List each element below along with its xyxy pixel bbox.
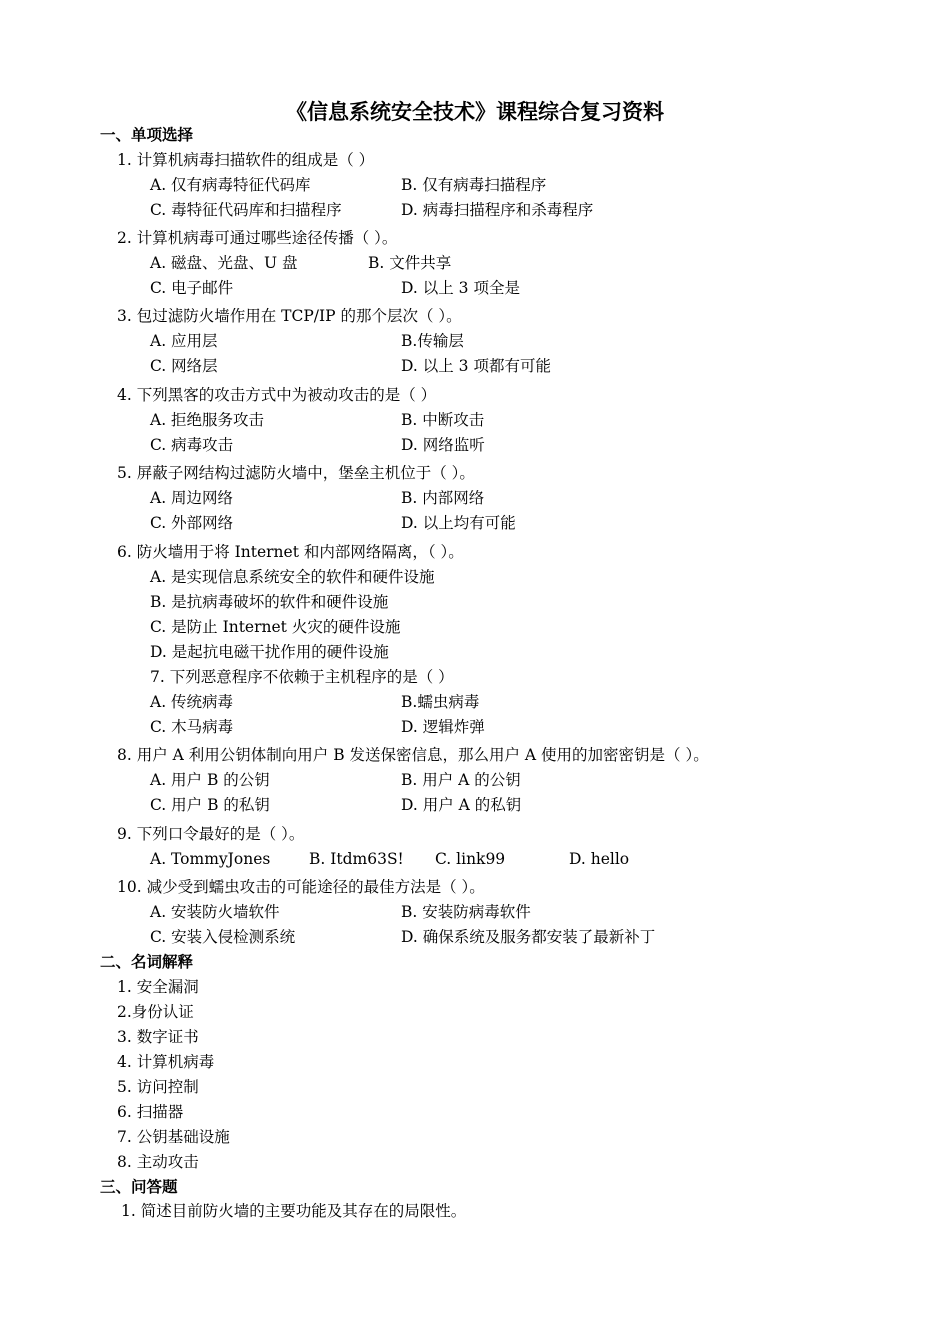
term-item: 1. 安全漏洞 xyxy=(117,978,199,996)
question-2-stem: 2. 计算机病毒可通过哪些途径传播（ ）。 xyxy=(117,229,398,247)
term-item: 6. 扫描器 xyxy=(117,1103,184,1121)
section-heading-short-answer: 三、问答题 xyxy=(100,1177,178,1196)
question-6-option-c: C. 是防止 Internet 火灾的硬件设施 xyxy=(150,618,401,636)
question-6-option-b: B. 是抗病毒破坏的软件和硬件设施 xyxy=(150,593,389,611)
question-10-option-b: B. 安装防病毒软件 xyxy=(401,903,531,921)
question-1-option-c: C. 毒特征代码库和扫描程序 xyxy=(150,201,342,219)
question-5-stem: 5. 屏蔽子网结构过滤防火墙中，堡垒主机位于（ ）。 xyxy=(117,464,475,482)
question-10-stem: 10. 减少受到蠕虫攻击的可能途径的最佳方法是（ ）。 xyxy=(117,878,485,896)
question-3-option-b: B.传输层 xyxy=(401,332,464,350)
term-item: 5. 访问控制 xyxy=(117,1078,199,1096)
question-5-option-d: D. 以上均有可能 xyxy=(401,514,516,532)
question-8-option-a: A. 用户 B 的公钥 xyxy=(150,771,270,789)
question-8-option-b: B. 用户 A 的公钥 xyxy=(401,771,521,789)
question-3-option-d: D. 以上 3 项都有可能 xyxy=(401,357,551,375)
question-4-stem: 4. 下列黑客的攻击方式中为被动攻击的是（ ） xyxy=(117,386,437,404)
question-3-option-a: A. 应用层 xyxy=(150,332,218,350)
question-4-option-a: A. 拒绝服务攻击 xyxy=(150,411,265,429)
question-5-option-a: A. 周边网络 xyxy=(150,489,234,507)
question-3-stem: 3. 包过滤防火墙作用在 TCP/IP 的那个层次（ ）。 xyxy=(117,307,462,325)
question-9-option-b: B. Itdm63S! xyxy=(309,850,404,868)
term-item: 4. 计算机病毒 xyxy=(117,1053,215,1071)
term-item: 2.身份认证 xyxy=(117,1003,194,1021)
question-1-option-d: D. 病毒扫描程序和杀毒程序 xyxy=(401,201,594,219)
question-4-option-d: D. 网络监听 xyxy=(401,436,485,454)
question-8-stem: 8. 用户 A 利用公钥体制向用户 B 发送保密信息，那么用户 A 使用的加密密钥是（ ）。 xyxy=(117,746,709,764)
question-7-option-d: D. 逻辑炸弹 xyxy=(401,718,485,736)
question-6-option-a: A. 是实现信息系统安全的软件和硬件设施 xyxy=(150,568,435,586)
question-2-option-c: C. 电子邮件 xyxy=(150,279,234,297)
question-7-option-c: C. 木马病毒 xyxy=(150,718,234,736)
question-7-option-b: B.蠕虫病毒 xyxy=(401,693,480,711)
question-4-option-b: B. 中断攻击 xyxy=(401,411,485,429)
document-title: 《信息系统安全技术》课程综合复习资料 xyxy=(286,99,664,124)
question-2-option-b: B. 文件共享 xyxy=(368,254,452,272)
question-9-option-d: D. hello xyxy=(569,850,630,868)
term-item: 8. 主动攻击 xyxy=(117,1153,199,1171)
question-10-option-a: A. 安装防火墙软件 xyxy=(150,903,280,921)
question-6-stem: 6. 防火墙用于将 Internet 和内部网络隔离，（ ）。 xyxy=(117,543,464,561)
question-7-option-a: A. 传统病毒 xyxy=(150,693,234,711)
question-6-option-d: D. 是起抗电磁干扰作用的硬件设施 xyxy=(150,643,389,661)
question-9-option-c: C. link99 xyxy=(435,850,506,868)
question-10-option-d: D. 确保系统及服务都安装了最新补丁 xyxy=(401,928,656,946)
question-8-option-c: C. 用户 B 的私钥 xyxy=(150,796,270,814)
term-item: 3. 数字证书 xyxy=(117,1028,199,1046)
question-3-option-c: C. 网络层 xyxy=(150,357,218,375)
section-heading-single-choice: 一、单项选择 xyxy=(100,125,194,144)
question-2-option-a: A. 磁盘、光盘、U 盘 xyxy=(150,254,298,272)
question-10-option-c: C. 安装入侵检测系统 xyxy=(150,928,296,946)
question-1-option-b: B. 仅有病毒扫描程序 xyxy=(401,176,547,194)
question-2-option-d: D. 以上 3 项全是 xyxy=(401,279,520,297)
question-4-option-c: C. 病毒攻击 xyxy=(150,436,234,454)
term-item: 7. 公钥基础设施 xyxy=(117,1128,230,1146)
question-5-option-c: C. 外部网络 xyxy=(150,514,234,532)
short-answer-question-1: 1. 简述目前防火墙的主要功能及其存在的局限性。 xyxy=(121,1202,467,1220)
question-9-stem: 9. 下列口令最好的是（ ）。 xyxy=(117,825,305,843)
question-5-option-b: B. 内部网络 xyxy=(401,489,485,507)
question-9-option-a: A. TommyJones xyxy=(150,850,271,868)
question-8-option-d: D. 用户 A 的私钥 xyxy=(401,796,522,814)
question-7-stem: 7. 下列恶意程序不依赖于主机程序的是（ ） xyxy=(150,668,454,686)
section-heading-term-definitions: 二、名词解释 xyxy=(100,952,194,971)
question-1-stem: 1. 计算机病毒扫描软件的组成是（ ） xyxy=(117,151,375,169)
question-1-option-a: A. 仅有病毒特征代码库 xyxy=(150,176,311,194)
